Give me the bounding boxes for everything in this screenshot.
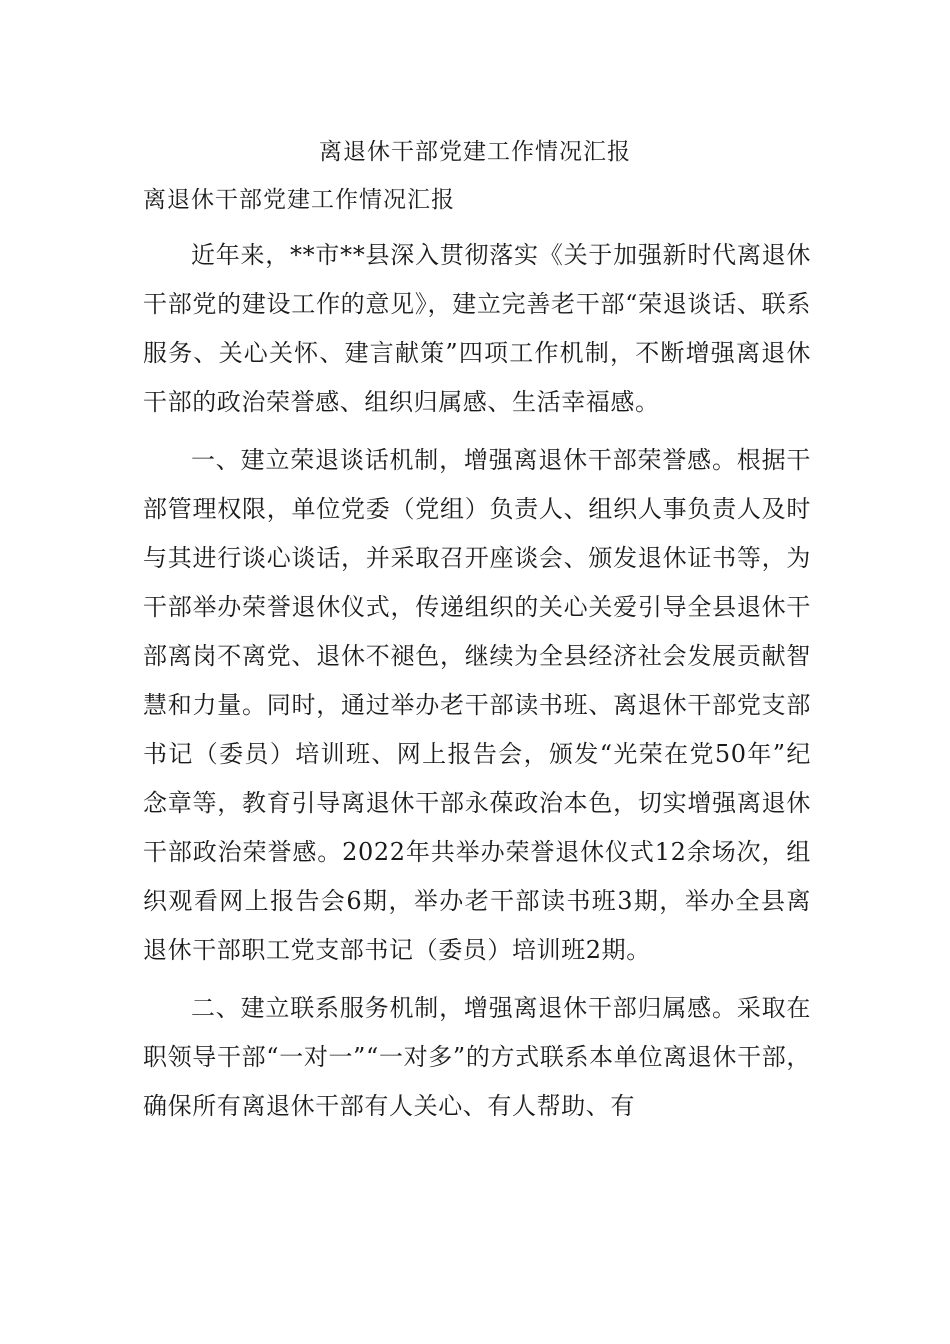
paragraph-intro: 近年来，**市**县深入贯彻落实《关于加强新时代离退休干部党的建设工作的意见》，建立完善老干部“荣退谈话、联系服务、关心关怀、建言献策”四项工作机制，不断增强离退休干部的政治荣誉感、组织归属感、生活幸福感。 [143,241,811,416]
paragraph-section-2: 二、建立联系服务机制，增强离退休干部归属感。采取在职领导干部“一对一”“一对多”的方式联系本单位离退休干部，确保所有离退休干部有人关心、有人帮助、有 [143,994,811,1120]
document-body [143,231,811,1140]
paragraph-section-1: 一、建立荣退谈话机制，增强离退休干部荣誉感。根据干部管理权限，单位党委（党组）负责人、组织人事负责人及时与其进行谈心谈话，并采取召开座谈会、颁发退休证书等，为干部举办荣誉退休仪式，传递组织的关心关爱引导全县退休干部离岗不离党、退休不褪色，继续为全县经济社会发展贡献智慧和力量。同时，通过举办老干部读书班、离退休干部党支部书记（委员）培训班、网上报告会，颁发“光荣在党50年”纪念章等，教育引导离退休干部永葆政治本色，切实增强离退休干部政治荣誉感。2022年共举办荣誉退休仪式12余场次，组织观看网上报告会6期，举办老干部读书班3期，举办全县离退休干部职工党支部书记（委员）培训班2期。 [143,446,811,964]
document-title: 离退休干部党建工作情况汇报 [319,139,631,165]
document-subtitle: 离退休干部党建工作情况汇报 [143,187,455,213]
